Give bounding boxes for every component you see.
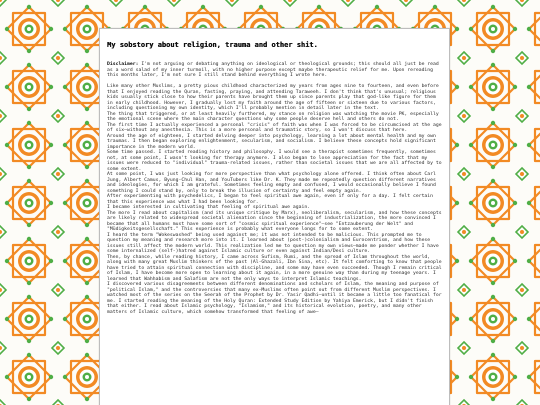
post-content — [107, 41, 444, 315]
post-paragraph: Some time passed. I started reading history and philosophy. I would see a therapist sometimes frequently, sometimes not, at some point, I wasn't looking for therapy anymore. I also began to lose appreciation for the fact that my issues were reduced to "individual" trauma-related issues, rather than societal issues that we are all affected by to some extent. — [107, 150, 442, 172]
post-paragraph: Around the age of eighteen, I started delving deeper into psychology, learning a lot about mental health and my own traumas. I then began exploring enlightenment, secularism, and socialism. I believe these concepts hold significant importance in the modern world. — [107, 133, 436, 150]
disclaimer-paragraph — [107, 62, 444, 79]
post-paragraph: Then, by chance, while reading history, I came across Sufism, Rumi, and the spread of Islam throughout the world, along with many great Muslim thinkers of the past (Al-Ghazali, Ibn Sina, etc). It felt comforting to know that people have tried to attain spiritual connection with discipline, and some may have even succeeded. Though I remain critical of Islam, I have become more open to learning about it again, in a more genuine way than during my teenage years. I learned that Wahhabism and Salafism are not the only ways to interpret Islamic teachings. — [107, 254, 442, 282]
post-paragraph: I discovered various disagreements between different denominations and scholars of Islam, the meaning and purpose of "political Islam," and the controversies that many ex-Muslims often point out from different Muslim perspectives. I watched most of the series on the Seerah of the Prophet by Dr. Yasir Qadhi—until it became a little too fanatical for me. I started reading the meaning of the Holy Quran: Extended Study Edition by Yahiya Emerick, but I didn't finish that either. I read about Islamic psychology, "Islamism," and its historical evolution, poetry, and many other matters of Islamic culture, which somehow transformed that feeling of awe— — [107, 282, 442, 315]
post-paragraph: At some point, I was just looking for more perspective than what psychology alone offered. I think often about Carl Jung, Albert Camus, Byung-Chul Han, and YouTubers like Dr. K. They made me repeatedly question different narratives and ideologies, for which I am grateful. Sometimes feeling empty and confused, I would occasionally believe I found something I could stand by, only to break the illusion of certainty and feel empty again. — [107, 172, 436, 194]
disclaimer-text: I'm not arguing or debating anything on ideological or theological grounds; this should all just be read as a word salad of my inner turmoil, with no higher purpose except maybe therapeutic relief for me. Upon rereading this months later, I'm not sure I still stand behind everything I wrote here. — [107, 62, 439, 78]
post-body — [107, 62, 444, 315]
post-paragraph: I became interested in cultivating that feeling of spiritual awe again. — [107, 205, 311, 210]
post-paragraph: The first time I actually experienced a personal "crisis" of faith was when I was forced to be circumcised at the age of six—without any anesthesia. This is a more personal and traumatic story, so I won't discuss that here. — [107, 122, 442, 133]
post-paragraph: The more I read about capitalism (and its unique critique by Marx), neoliberalism, secularism, and how these concepts are likely related to widespread societal alienation since the beginning of industrialization, the more convinced I became that all humans must have some sort of "cosmic spiritual experience"—see "Entzauberung der Welt" and "Müdigkeitsgesellschaft." This experience is probably what everyone longs for to some extent. — [107, 210, 442, 232]
post-paragraph: The thing that triggered, or at least heavily furthered, my stance on religion was watching the movie PK, especially the emotional scene where the main character questions why some people deserve hell and others do not. — [107, 111, 439, 122]
post-title: My sobstory about religion, trauma and other shit. — [107, 41, 318, 49]
disclaimer-label: Disclaimer: — [107, 62, 139, 67]
post-paragraph: After experimenting with psychedelics, I began to feel spiritual awe again, even if only for a day. I felt certain that this experience was what I had been looking for. — [107, 194, 434, 205]
post-paragraph: Like many other Muslims, a pretty pious childhood characterized my years from ages nine to fourteen, and even before that I enjoyed reading the Quran, fasting, praying, and attending Taraweeh. I don't think that's unusual; religious kids usually stick close to how their parents have brought them up since parents play that god-like figure for them in early childhood. However, I gradually lost my faith around the age of fifteen or sixteen due to various factors, including questioning my own identity, which I'll probably mention in detail later in the text. — [107, 84, 439, 111]
blog-post-card — [99, 28, 450, 405]
post-paragraph: I heard the term "Wokeswashed" being used against me; it was not intended to be malicious. This prompted me to question my meaning and research more into it. I learned about (post-)colonialism and Eurocentrism, and how these issues still affect the modern world. This realization led me to question my own views—made me ponder whether I have some internalized (self-)hatred against Islamic culture or even against Indian/Desi culture. — [107, 232, 439, 254]
